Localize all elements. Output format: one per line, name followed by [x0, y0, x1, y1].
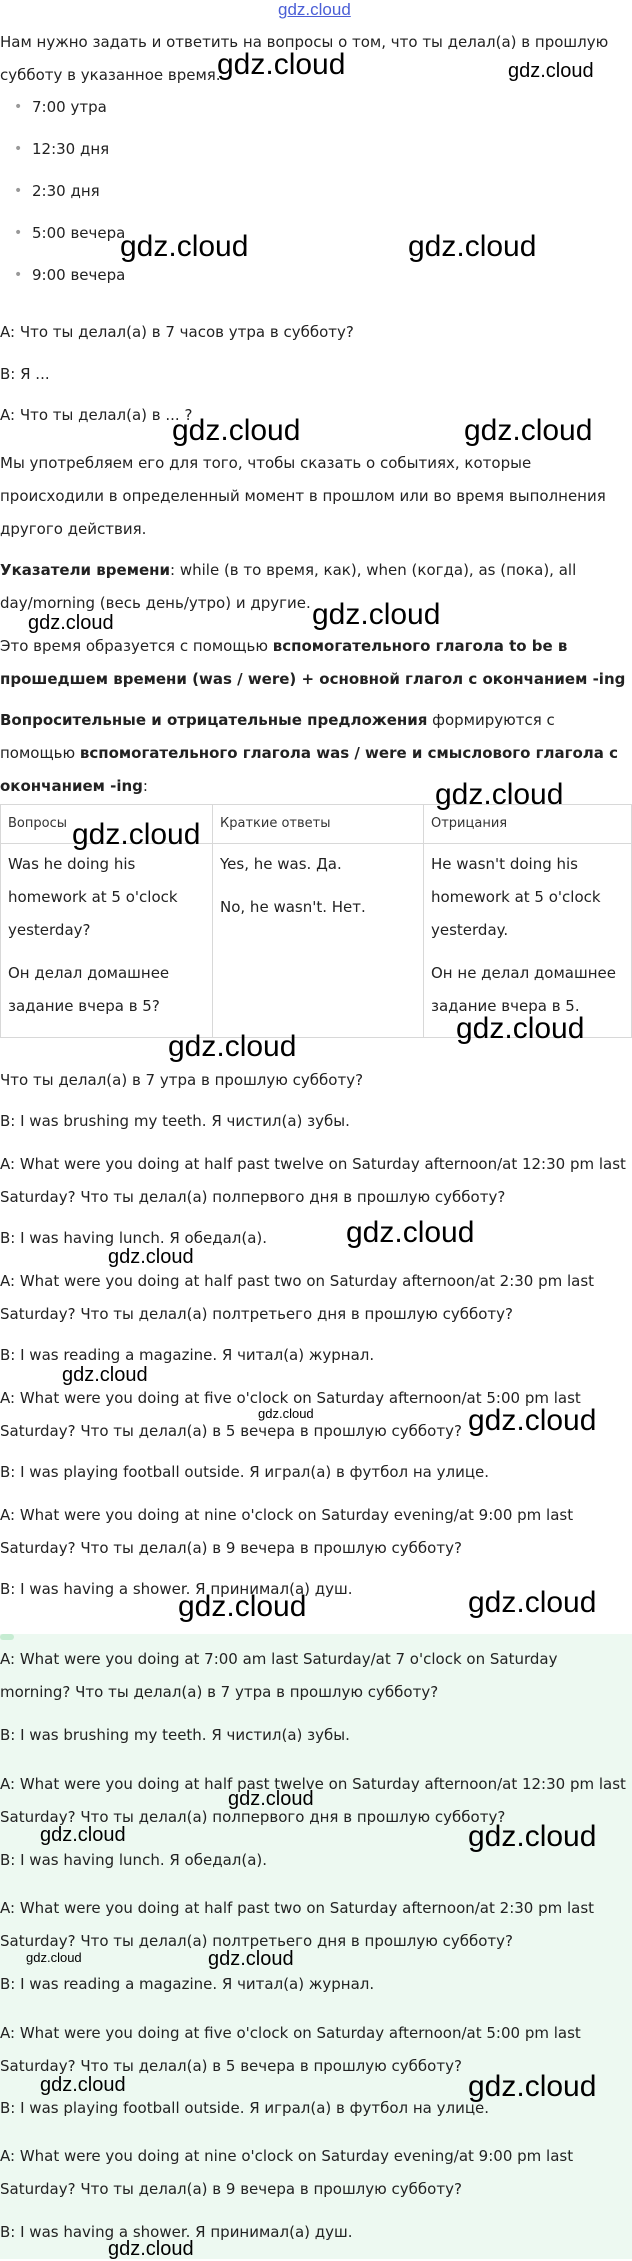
time-markers-label: Указатели времени: [0, 561, 171, 579]
answer-line: A: What were you doing at 7:00 am last Saturday/at 7 o'clock on Saturday morning? Что ты делал(а) в 7 утра в прошлую субботу?: [0, 1650, 558, 1701]
watermark: gdz.cloud: [72, 818, 201, 851]
table-header: Краткие ответы: [213, 805, 424, 844]
cell-text: Yes, he was. Да.: [220, 855, 342, 873]
watermark: gdz.cloud: [435, 778, 564, 811]
watermark: gdz.cloud: [468, 1820, 597, 1853]
watermark: gdz.cloud: [208, 1948, 294, 1970]
watermark: gdz.cloud: [468, 1404, 597, 1437]
watermark: gdz.cloud: [178, 1590, 307, 1623]
watermark: gdz.cloud: [408, 230, 537, 263]
cell-text: He wasn't doing his homework at 5 o'clock yesterday.: [431, 855, 601, 939]
answer-line: A: What were you doing at half past twelve on Saturday afternoon/at 12:30 pm last Saturday? Что ты делал(а) полпервого дня в прошлую субботу?: [0, 1775, 626, 1826]
watermark: gdz.cloud: [40, 1824, 126, 1846]
dialogue-line: A: What were you doing at five o'clock on Saturday afternoon/at 5:00 pm last Saturday? Что ты делал(а) в 5 вечера в прошлую субботу?: [0, 1389, 581, 1440]
dialogue-line: B: I was reading a magazine. Я читал(а) журнал.: [0, 1346, 375, 1364]
watermark: gdz.cloud: [464, 414, 593, 447]
questions-plain: формируются с помощью: [0, 711, 555, 762]
cell-text: Was he doing his homework at 5 o'clock yesterday?: [8, 855, 178, 939]
watermark: gdz.cloud: [456, 1012, 585, 1045]
dialogue-line: B: I was playing football outside. Я играл(а) в футбол на улице.: [0, 1463, 490, 1481]
dialogue-line: B: I was having lunch. Я обедал(а).: [0, 1229, 268, 1247]
watermark: gdz.cloud: [312, 598, 441, 631]
dialogue-line: A: What were you doing at nine o'clock on Saturday evening/at 9:00 pm last Saturday? Что ты делал(а) в 9 вечера в прошлую субботу?: [0, 1506, 574, 1557]
example-answer-1: B: Я ...: [0, 365, 50, 383]
watermark: gdz.cloud: [346, 1216, 475, 1249]
watermark: gdz.cloud: [26, 1950, 82, 1965]
watermark: gdz.cloud: [228, 1788, 314, 1810]
watermark: gdz.cloud: [108, 2238, 194, 2260]
cell-text: No, he wasn't. Нет.: [220, 898, 366, 916]
watermark: gdz.cloud: [508, 60, 594, 82]
table-cell: [1, 844, 213, 1038]
watermark: gdz.cloud: [172, 414, 301, 447]
watermark: gdz.cloud: [468, 2070, 597, 2103]
answer-line: A: What were you doing at nine o'clock on Saturday evening/at 9:00 pm last Saturday? Что ты делал(а) в 9 вечера в прошлую субботу?: [0, 2147, 574, 2198]
watermark: gdz.cloud: [62, 1364, 148, 1386]
table-header: Вопросы: [1, 805, 213, 844]
watermark: gdz.cloud: [108, 1246, 194, 1268]
watermark: gdz.cloud: [258, 1406, 314, 1421]
watermark: gdz.cloud: [168, 1030, 297, 1063]
intro-text: Нам нужно задать и ответить на вопросы о том, что ты делал(а) в прошлую субботу в указанное время.: [0, 33, 609, 84]
dialogue-line: Что ты делал(а) в 7 утра в прошлую субботу?: [0, 1071, 364, 1089]
table-row: [1, 844, 632, 1038]
watermark: gdz.cloud: [28, 612, 114, 634]
list-item: • 2:30 дня: [14, 176, 125, 218]
table-header: Отрицания: [424, 805, 632, 844]
usage-text: Мы употребляем его для того, чтобы сказать о событиях, которые происходили в определенный момент в прошлом или во время выполнения другого действия.: [0, 454, 606, 538]
list-item: • 5:00 вечера: [14, 218, 125, 260]
formation-rule: [0, 630, 632, 696]
dialogue-line: B: I was brushing my teeth. Я чистил(а) зубы.: [0, 1112, 350, 1130]
questions-bold-2: вспомогательного глагола was / were и смыслового глагола с окончанием -ing: [0, 744, 618, 795]
cell-text: Он не делал домашнее задание вчера в 5.: [431, 964, 616, 1015]
watermark: gdz.cloud: [120, 230, 249, 263]
example-question-1: A: Что ты делал(а) в 7 часов утра в субботу?: [0, 323, 354, 341]
answer-line: A: What were you doing at five o'clock on Saturday afternoon/at 5:00 pm last Saturday? Что ты делал(а) в 5 вечера в прошлую субботу?: [0, 2024, 581, 2075]
answer-marker: [0, 1634, 14, 1640]
site-link[interactable]: gdz.cloud: [278, 0, 351, 19]
answer-line: B: I was brushing my teeth. Я чистил(а) зубы.: [0, 1726, 350, 1744]
answer-line: B: I was reading a magazine. Я читал(а) журнал.: [0, 1975, 375, 1993]
list-item: • 7:00 утра: [14, 92, 125, 134]
dialogue-line: B: I was having a shower. Я принимал(а) душ.: [0, 1580, 353, 1598]
table-cell: [213, 844, 424, 1038]
time-list: [14, 92, 125, 302]
watermark: gdz.cloud: [40, 2074, 126, 2096]
list-item: • 12:30 дня: [14, 134, 125, 176]
answer-line: A: What were you doing at half past two on Saturday afternoon/at 2:30 pm last Saturday? Что ты делал(а) полтретьего дня в прошлую субботу?: [0, 1899, 595, 1950]
formation-plain: Это время образуется с помощью: [0, 637, 273, 655]
answer-line: B: I was having a shower. Я принимал(а) душ.: [0, 2223, 353, 2241]
table-cell: [424, 844, 632, 1038]
time-markers-text: : while (в то время, как), when (когда), as (пока), all day/morning (весь день/утро) и другие.: [0, 561, 577, 612]
formation-bold: вспомогательного глагола to be в прошедшем времени (was / were) + основной глагол с окончанием -ing: [0, 637, 626, 688]
list-item: • 9:00 вечера: [14, 260, 125, 302]
dialogue-line: A: What were you doing at half past two on Saturday afternoon/at 2:30 pm last Saturday? Что ты делал(а) полтретьего дня в прошлую субботу?: [0, 1272, 595, 1323]
dialogue-line: A: What were you doing at half past twelve on Saturday afternoon/at 12:30 pm last Saturday? Что ты делал(а) полпервого дня в прошлую субботу?: [0, 1155, 626, 1206]
questions-end: :: [142, 777, 148, 795]
example-question-2: A: Что ты делал(а) в ... ?: [0, 406, 193, 424]
watermark: gdz.cloud: [217, 48, 346, 81]
questions-bold: Вопросительные и отрицательные предложения: [0, 711, 428, 729]
answer-line: B: I was playing football outside. Я играл(а) в футбол на улице.: [0, 2099, 490, 2117]
cell-text: Он делал домашнее задание вчера в 5?: [8, 964, 170, 1015]
answer-line: B: I was having lunch. Я обедал(а).: [0, 1851, 268, 1869]
watermark: gdz.cloud: [468, 1586, 597, 1619]
